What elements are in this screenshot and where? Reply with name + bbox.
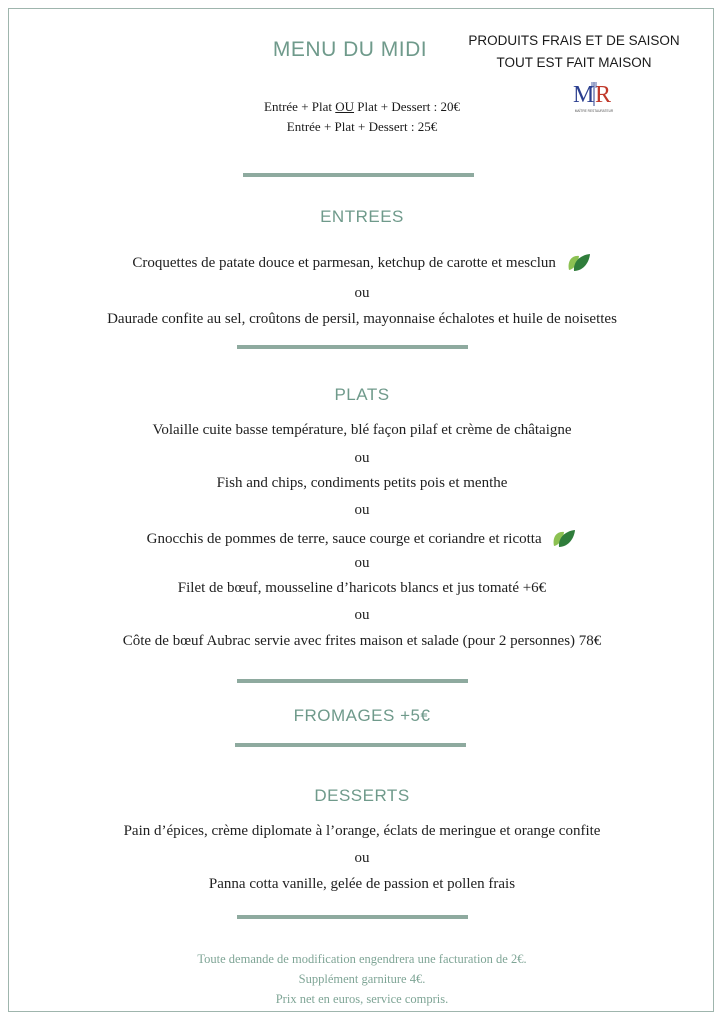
- plat-item-5: Côte de bœuf Aubrac servie avec frites maison et salade (pour 2 personnes) 78€: [122, 633, 602, 649]
- dessert-item-1: Pain d’épices, crème diplomate à l’orange, éclats de meringue et orange confite: [123, 823, 601, 839]
- leaf-icon: [566, 251, 592, 273]
- plat-item-1: Volaille cuite basse température, blé façon pilaf et crème de châtaigne: [152, 422, 572, 438]
- divider: [237, 679, 468, 683]
- leaf-icon: [551, 527, 577, 549]
- divider: [235, 743, 466, 747]
- entree-item-1: Croquettes de patate douce et parmesan, ketchup de carotte et mesclun: [132, 255, 556, 271]
- or-separator: ou: [354, 555, 370, 571]
- plat-item-3: Gnocchis de pommes de terre, sauce courge et coriandre et ricotta: [146, 531, 542, 547]
- or-separator: ou: [354, 450, 370, 466]
- footer-note-1: Toute demande de modification engendrera une facturation de 2€.: [197, 952, 527, 966]
- footer-note-3: Prix net en euros, service compris.: [275, 992, 449, 1006]
- tagline-line-2: TOUT EST FAIT MAISON: [496, 55, 652, 70]
- menu-item: [0, 251, 724, 273]
- entree-item-2: Daurade confite au sel, croûtons de persil, mayonnaise échalotes et huile de noisettes: [107, 311, 617, 327]
- or-separator: ou: [354, 607, 370, 623]
- plat-item-4: Filet de bœuf, mousseline d’haricots blancs et jus tomaté +6€: [177, 580, 547, 596]
- page-title: MENU DU MIDI: [272, 38, 428, 61]
- footer-note-2: Supplément garniture 4€.: [298, 972, 426, 986]
- formula-1-part-b: Plat + Dessert : 20€: [354, 99, 460, 114]
- divider: [243, 173, 474, 177]
- section-title-entrees: ENTREES: [320, 207, 404, 226]
- divider: [237, 915, 468, 919]
- divider: [237, 345, 468, 349]
- section-title-desserts: DESSERTS: [314, 786, 410, 805]
- dessert-item-2: Panna cotta vanille, gelée de passion et pollen frais: [208, 876, 516, 892]
- formula-price-2: Entrée + Plat + Dessert : 25€: [286, 119, 438, 134]
- logo-caption: MAÎTRE RESTAURATEUR: [574, 109, 614, 113]
- formula-price-1: [0, 99, 724, 115]
- section-title-plats: PLATS: [334, 385, 390, 404]
- svg-text:R: R: [595, 82, 612, 108]
- plat-item-2: Fish and chips, condiments petits pois et menthe: [216, 475, 508, 491]
- or-separator: ou: [354, 502, 370, 518]
- formula-1-ou: OU: [335, 99, 355, 114]
- or-separator: ou: [354, 285, 370, 301]
- or-separator: ou: [354, 850, 370, 866]
- svg-text:M: M: [573, 82, 595, 108]
- menu-item: [0, 527, 724, 549]
- section-title-fromages: FROMAGES +5€: [293, 706, 431, 725]
- tagline-line-1: PRODUITS FRAIS ET DE SAISON: [468, 33, 680, 48]
- formula-1-part-a: Entrée + Plat: [264, 99, 336, 114]
